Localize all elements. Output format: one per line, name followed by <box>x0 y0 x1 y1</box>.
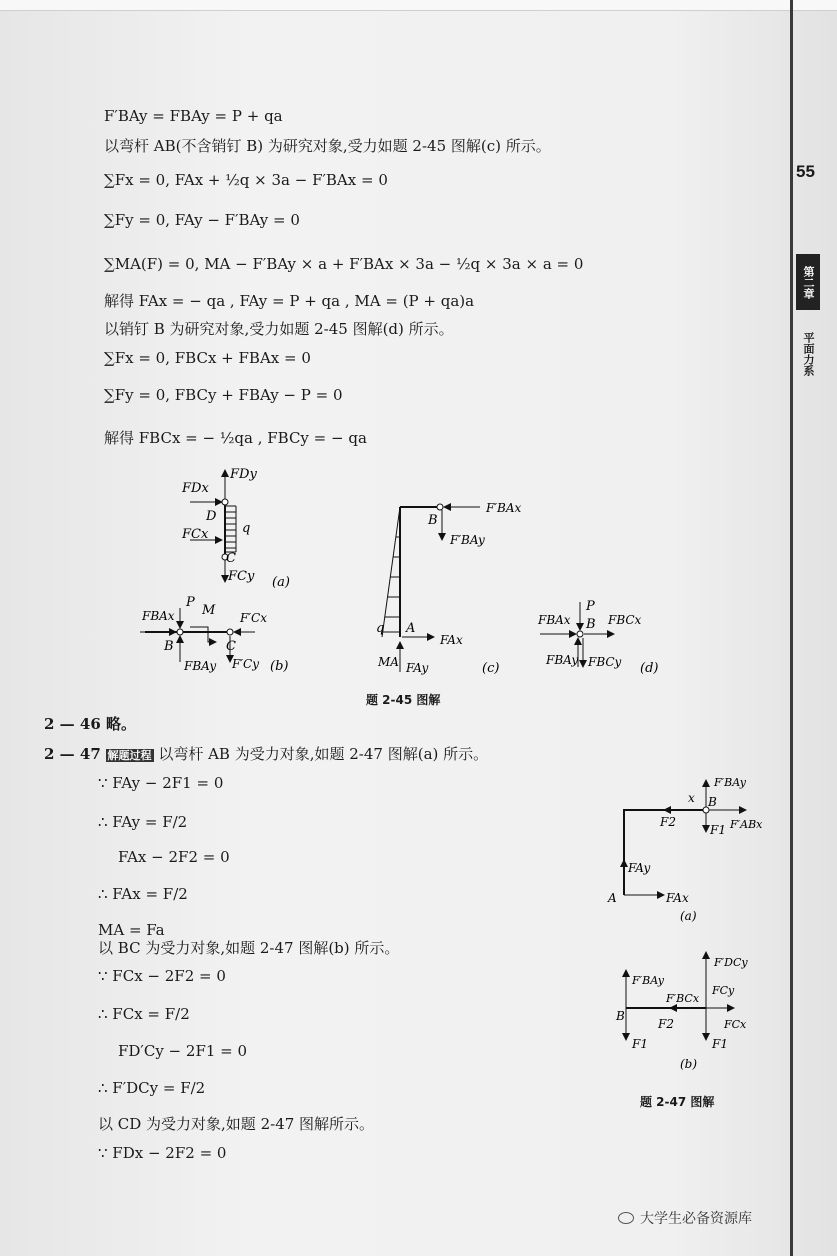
text-line: 以销钉 B 为研究对象,受力如题 2-45 图解(d) 所示。 <box>104 320 454 338</box>
eq-line: ∵ FCx − 2F2 = 0 <box>98 967 226 985</box>
label-FpBAy-b: F′BAy <box>632 974 664 987</box>
label-FDx: FDx <box>182 481 209 496</box>
figure-c <box>376 501 522 676</box>
label-q-c: q <box>376 621 385 636</box>
label-FBAy-d: FBAy <box>546 653 579 667</box>
eq-line: ∴ F′DCy = F/2 <box>98 1079 206 1097</box>
label-F1-a: F1 <box>710 823 726 837</box>
binding-edge <box>790 0 793 1256</box>
label-x: x <box>688 791 695 805</box>
page-top-edge <box>0 0 837 11</box>
eq-line: ∑Fx = 0, FAx + ½q × 3a − F′BAx = 0 <box>104 171 388 189</box>
label-FCy-47: FCy <box>712 984 735 997</box>
label-FAx: FAx <box>440 633 463 647</box>
figure-d <box>537 599 658 676</box>
label-FAy-47: FAy <box>628 861 651 875</box>
label-FpBCx: F′BCx <box>666 992 700 1005</box>
page-number: 55 <box>796 162 815 181</box>
figure-b <box>140 595 288 674</box>
figure-caption-2-45: 题 2-45 图解 <box>366 693 441 707</box>
eq-line: ∴ FCx = F/2 <box>98 1005 190 1023</box>
problem-2-47-header <box>44 744 488 766</box>
result-line: 解得 FBCx = − ½qa , FBCy = − qa <box>104 429 367 447</box>
label-FCy: FCy <box>228 569 255 584</box>
label-FpCx: F′Cx <box>240 611 267 625</box>
label-F2-b: F2 <box>658 1017 674 1031</box>
eq-line: MA = Fa <box>98 921 165 939</box>
figure-2-47 <box>596 770 786 1080</box>
text-line: 以弯杆 AB(不含销钉 B) 为研究对象,受力如题 2-45 图解(c) 所示。 <box>104 137 551 155</box>
figure-a <box>181 467 290 590</box>
label-C: C <box>226 551 236 566</box>
label-B-47b: B <box>616 1009 625 1023</box>
text-line: 以 CD 为受力对象,如题 2-47 图解所示。 <box>98 1115 375 1133</box>
eq-line: ∑Fy = 0, FAy − F′BAy = 0 <box>104 211 300 229</box>
label-FCx: FCx <box>182 527 209 542</box>
label-FpBAy-47: F′BAy <box>714 776 746 789</box>
label-B-b: B <box>164 639 174 654</box>
label-fig-47a: (a) <box>680 909 697 923</box>
eq-line: ∑Fy = 0, FBCy + FBAy − P = 0 <box>104 386 343 404</box>
label-FpBAy: F′BAy <box>450 533 485 547</box>
label-FBAx-b: FBAx <box>142 609 175 623</box>
label-FAy: FAy <box>406 661 429 675</box>
label-fig-a: (a) <box>272 575 290 590</box>
result-line: 解得 FAx = − qa , FAy = P + qa , MA = (P + qa)a <box>104 292 475 310</box>
label-FBCy: FBCy <box>588 655 622 669</box>
label-FBAx-d: FBAx <box>538 613 571 627</box>
label-F2-a: F2 <box>660 815 676 829</box>
label-C-b: C <box>226 639 236 654</box>
section-side-label: 平面力系 <box>802 332 815 376</box>
problem-2-46: 2 — 46 略。 <box>44 715 136 733</box>
label-FpBAx: F′BAx <box>486 501 522 515</box>
label-D: D <box>206 509 217 524</box>
eq-line: F′BAy = FBAy = P + qa <box>104 107 283 125</box>
eq-line: FD′Cy − 2F1 = 0 <box>118 1042 248 1060</box>
figure-2-45 <box>120 462 680 684</box>
label-A-47: A <box>608 891 617 905</box>
label-B-c: B <box>428 513 438 528</box>
label-fig-47b: (b) <box>680 1057 698 1071</box>
label-q: q <box>242 521 251 536</box>
label-F1-b2: F1 <box>712 1037 728 1051</box>
label-FAx-47: FAx <box>666 891 689 905</box>
label-fig-d: (d) <box>640 661 659 676</box>
eq-line: FAx − 2F2 = 0 <box>118 848 230 866</box>
label-FpABx: F′ABx <box>730 818 763 831</box>
eq-line: ∵ FAy − 2F1 = 0 <box>98 774 224 792</box>
figure-2-47-b <box>615 952 748 1071</box>
label-B-d: B <box>586 617 596 632</box>
label-P-d: P <box>586 599 595 614</box>
label-fig-b: (b) <box>270 659 289 674</box>
eq-line: ∴ FAx = F/2 <box>98 885 188 903</box>
label-B-47a: B <box>708 795 717 809</box>
label-fig-c: (c) <box>482 661 500 676</box>
problem-intro: 以弯杆 AB 为受力对象,如题 2-47 图解(a) 所示。 <box>158 745 489 763</box>
label-FBCx: FBCx <box>608 613 642 627</box>
label-P-b: P <box>186 595 195 610</box>
eq-line: ∴ FAy = F/2 <box>98 813 188 831</box>
label-FBAy-b: FBAy <box>184 659 217 673</box>
eq-line: ∑Fx = 0, FBCx + FBAx = 0 <box>104 349 311 367</box>
solution-tag: 解题过程 <box>107 749 152 762</box>
wechat-icon <box>618 1212 634 1224</box>
label-FpDCy: F′DCy <box>714 956 748 969</box>
label-M: M <box>202 603 216 618</box>
problem-number: 2 — 47 <box>44 745 101 763</box>
text-line: 以 BC 为受力对象,如题 2-47 图解(b) 所示。 <box>98 939 400 957</box>
figure-caption-2-47: 题 2-47 图解 <box>640 1095 715 1109</box>
label-FDy: FDy <box>230 467 257 482</box>
label-FCx-47: FCx <box>724 1018 747 1031</box>
eq-line: ∵ FDx − 2F2 = 0 <box>98 1144 227 1162</box>
watermark: 大学生必备资源库 <box>640 1211 752 1227</box>
figure-2-47-a <box>607 776 763 923</box>
chapter-tab: 第二章 <box>796 254 820 310</box>
label-MA: MA <box>378 655 399 669</box>
label-A-c: A <box>406 621 416 636</box>
label-F1-b1: F1 <box>632 1037 648 1051</box>
eq-line: ∑MA(F) = 0, MA − F′BAy × a + F′BAx × 3a − ½q × 3a × a = 0 <box>104 255 584 273</box>
label-FpCy: F′Cy <box>232 657 260 671</box>
